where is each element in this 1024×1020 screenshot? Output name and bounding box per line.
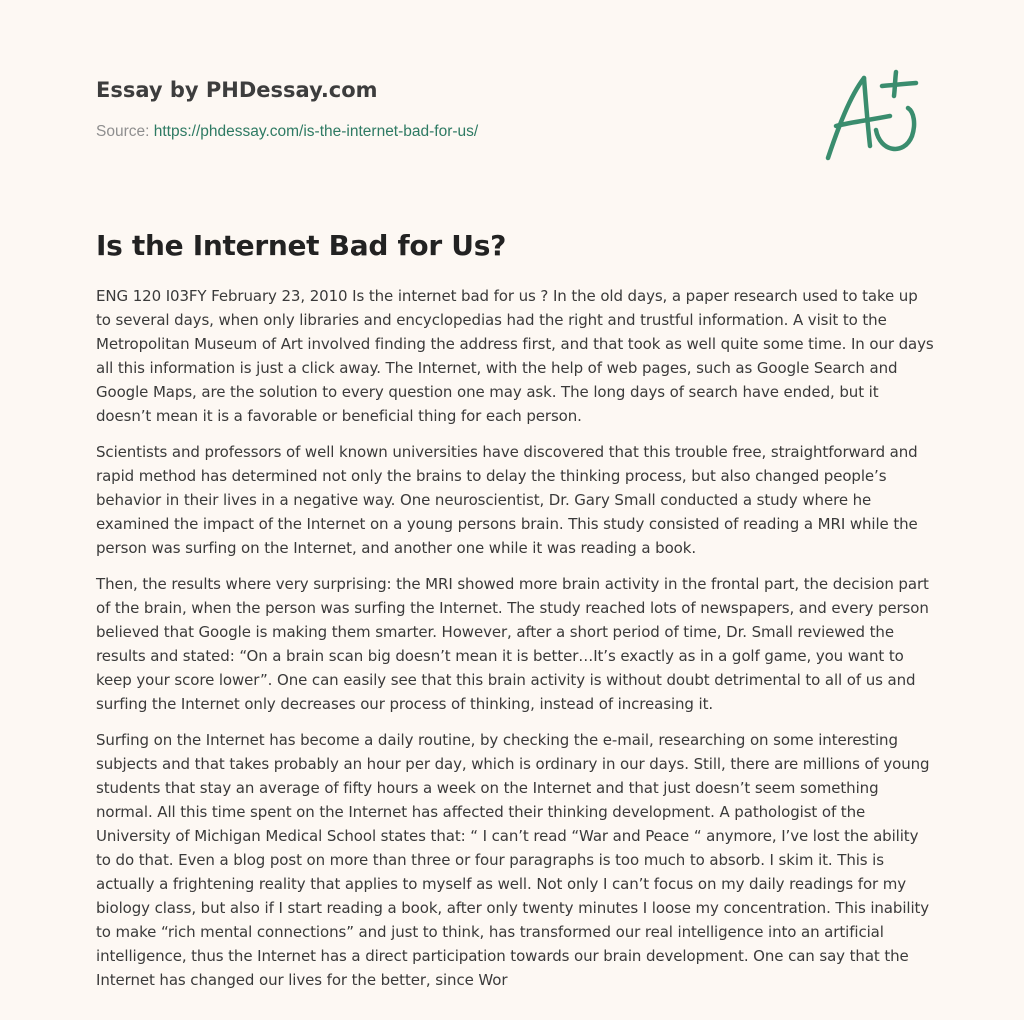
essay-paragraph: ENG 120 I03FY February 23, 2010 Is the internet bad for us ? In the old days, a paper research used to take up to several days, when only libraries and encyclopedias had the right and trustful information. A visit to the Metropolitan Museum of Art involved finding the address first, and that took as well quite some time. In our days all this information is just a click away. The Internet, with the help of web pages, such as Google Search and Google Maps, are the solution to every question one may ask. The long days of search have ended, but it doesn’t mean it is a favorable or beneficial thing for each person. bbox=[96, 287, 934, 425]
essay-article bbox=[96, 226, 934, 1004]
essay-title: Is the Internet Bad for Us? bbox=[96, 229, 507, 262]
a-plus-logo-icon bbox=[820, 66, 930, 166]
source-link[interactable]: https://phdessay.com/is-the-internet-bad-for-us/ bbox=[153, 123, 479, 140]
source-label: Source: bbox=[96, 123, 154, 140]
essay-paragraph: Scientists and professors of well known universities have discovered that this trouble free, straightforward and rapid method has determined not only the brains to delay the thinking process, but also changed people’s behavior in their lives in a negative way. One neuroscientist, Dr. Gary Small conducted a study where he examined the impact of the Internet on a young persons brain. This study consisted of reading a MRI while the person was surfing on the Internet, and another one while it was reading a book. bbox=[96, 443, 918, 557]
essay-paragraph: Then, the results where very surprising: the MRI showed more brain activity in the frontal part, the decision part of the brain, when the person was surfing the Internet. The study reached lots of newspapers, and every person believed that Google is making them smarter. However, after a short period of time, Dr. Small reviewed the results and stated: “On a brain scan big doesn’t mean it is better…It’s exactly as in a golf game, you want to keep your score lower”. One can easily see that this brain activity is without doubt detrimental to all of us and surfing the Internet only decreases our process of thinking, instead of increasing it. bbox=[96, 575, 929, 713]
source-line bbox=[96, 121, 796, 143]
essay-paragraph: Surfing on the Internet has become a daily routine, by checking the e-mail, researching on some interesting subjects and that takes probably an hour per day, which is ordinary in our days. Still, there are millions of young students that stay an average of fifty hours a week on the Internet and that just doesn’t seem something normal. All this time spent on the Internet has affected their thinking development. A pathologist of the University of Michigan Medical School states that: “ I can’t read “War and Peace “ anymore, I’ve lost the ability to do that. Even a blog post on more than three or four paragraphs is too much to absorb. I skim it. This is actually a frightening reality that applies to myself as well. Not only I can’t focus on my daily readings for my biology class, but also if I start reading a book, after only twenty minutes I loose my concentration. This inability to make “rich mental connections” and just to think, has transformed our real intelligence into an artificial intelligence, thus the Internet has a direct participation towards our brain development. One can say that the Internet has changed our lives for the better, since Wor bbox=[96, 731, 930, 989]
site-brand: Essay by PHDessay.com bbox=[96, 78, 378, 102]
page-header bbox=[96, 76, 796, 143]
